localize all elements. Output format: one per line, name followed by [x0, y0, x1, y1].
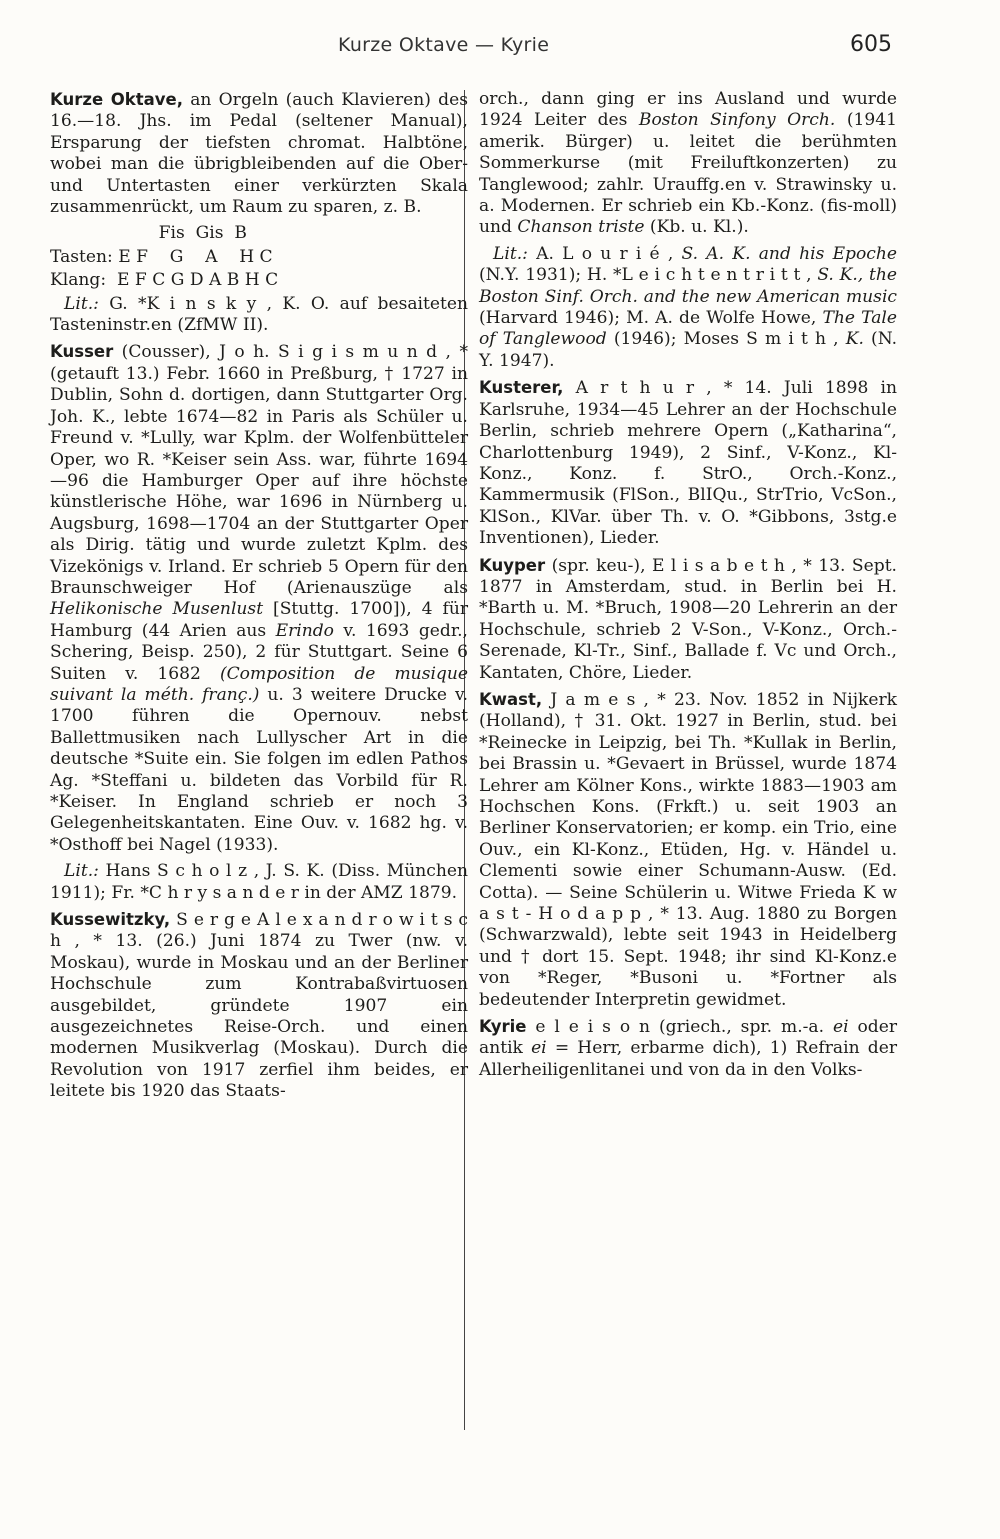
lit-text: (N. Y. 1947). [479, 329, 898, 371]
entry-text: (Cousser), J o h. S i g i s m u n d , * (getauft 13.) Febr. 1660 in Preßburg, † 1727 in Dublin, Sohn d. dortigen, dann Stuttgarter Org. Joh. K., lebte 1674—82 in Paris als Schüler u. Freund v. *Lully, war Kplm. der Wolfenbütteler Oper, wo R. *Keiser sein Ass. war, führte 1694—96 die Hamburger Oper auf ihre höchste künstlerische Höhe, war 1696 in Nürnberg u. Augsburg, 1698—1704 an der Stuttgarter Oper als Dirig. tätig und wurde zuletzt Kplm. des Vizekönigs v. Irland. Er schrieb 5 Opern für den Braunschweiger Hof (Arienauszüge als [50, 342, 468, 598]
lit-text: A. L o u r i é , [527, 243, 682, 264]
entry-italic: Erindo [275, 620, 334, 641]
entry-headword: Kusser [50, 342, 114, 362]
entry-italic: Chanson triste [517, 217, 645, 238]
lit-label: Lit.: [64, 293, 99, 314]
entry-kussewitzky-continued [479, 89, 897, 239]
lit-label: Lit.: [64, 861, 99, 882]
lit-text: Hans S c h o l z , J. S. K. (Diss. München 1911); Fr. *C h r y s a n d e r in der AMZ 1879. [50, 861, 468, 903]
page-header [0, 32, 1000, 62]
entry-kwast [479, 689, 897, 1011]
key-example-line: Tasten: E F G A H C [50, 246, 273, 267]
page-number: 605 [850, 32, 892, 57]
entry-text: S e r g e A l e x a n d r o w i t s c h , * 13. (26.) Juni 1874 zu Twer (nw. v. Moskau), wurde in Moskau und an der Berliner Hochschule zum Kontrabaßvirtuosen ausgebildet, gründete 1907 ein ausgezeichnetes Reise-Orch. und einen modernen Musikverlag (Moskau). Durch die Revolution von 1917 zerfiel ihm beides, er leitete bis 1920 das Staats- [50, 910, 468, 1102]
right-column [479, 89, 897, 1086]
entry-kurze-oktave [50, 89, 468, 218]
literature-note [50, 294, 468, 337]
literature-note [50, 861, 468, 904]
lit-text: G. *K i n s k y , K. O. auf besaiteten Tasteninstr.en (ZfMW II). [50, 293, 468, 336]
entry-headword: Kusterer, [479, 378, 564, 398]
entry-text: [Stuttg. 1700]), 4 für Hamburg (44 Arien aus [50, 599, 469, 641]
lit-italic: K. [845, 329, 864, 350]
entry-italic: ei [832, 1017, 849, 1038]
entry-text: (spr. keu-), E l i s a b e t h , * 13. Sept. 1877 in Amsterdam, stud. in Berlin bei H. *Barth u. M. *Bruch, 1908—20 Lehrerin an der Hochschule, schrieb 2 V-Son., V-Konz., Orch.-Serenade, Kl-Tr., Sinf., Ballade f. Vc und Orch., Kantaten, Chöre, Lieder. [479, 555, 897, 683]
entry-kusterer [479, 377, 897, 549]
entry-text: (1941 amerik. Bürger) u. leitet die berühmten Sommerkurse (mit Freiluftkonzerten) zu Tanglewood; zahlr. Urauffg.en v. Strawinsky u. a. Modernen. Er schrieb ein Kb.-Konz. (fis-moll) und [479, 110, 898, 238]
entry-headword: Kyrie [479, 1017, 527, 1037]
entry-text: oder antik [479, 1017, 897, 1059]
entry-text: an Orgeln (auch Klavieren) des 16.—18. Jhs. im Pedal (seltener Manual), Ersparung der tiefsten chromat. Halbtöne, wobei man die übrigbleibenden auf die Ober- und Untertasten einer verkürzten Skala zusammenrückt, um Raum zu sparen, z. B. [50, 90, 468, 218]
entry-italic: (Composition de musique suivant la méth. franç.) [50, 663, 469, 705]
running-head: Kurze Oktave — Kyrie [338, 34, 550, 56]
entry-headword: Kwast, [479, 689, 543, 709]
entry-italic: ei [531, 1038, 547, 1059]
entry-headword: Kussewitzky, [50, 910, 171, 930]
entry-text: A r t h u r , * 14. Juli 1898 in Karlsruhe, 1934—45 Lehrer an der Hochschule Berlin, schrieb mehrere Opern („Katharina“, Charlottenburg 1949), 2 Sinf., V-Konz., Kl-Konz., Konz. f. StrO., Orch.-Konz., Kammermusik (FlSon., BlIQu., StrTrio, VcSon., KlSon., KlVar. über Th. v. O. *Gibbons, 3stg.e Inventionen), Lieder. [479, 378, 897, 549]
key-example-line: Fis Gis B [50, 223, 247, 244]
literature-note [479, 244, 897, 372]
entry-text: (Kb. u. Kl.). [644, 217, 749, 238]
lit-label: Lit.: [493, 243, 528, 264]
entry-text: e l e i s o n (griech., spr. m.-a. [526, 1017, 833, 1038]
entry-kyrie [479, 1016, 897, 1081]
entry-kussewitzky [50, 909, 468, 1103]
entry-text: J a m e s , * 23. Nov. 1852 in Nijkerk (Holland), † 31. Okt. 1927 in Berlin, stud. bei *Reinecke in Leipzig, bei Th. *Kullak in Berlin, bei Brassin u. *Gevaert in Brüssel, wurde 1874 Lehrer am Kölner Kons., wirkte 1883—1903 am Hochschen Kons. (Frkft.) u. seit 1903 an Berliner Konservatorien; er komp. ein Trio, eine Ouv., ein Kl-Konz., Etüden, Hg. v. Händel u. Clementi sowie einer Schumann-Ausw. (Ed. Cotta). — Seine Schülerin u. Witwe Frieda K w a s t - H o d a p p , * 13. Aug. 1880 zu Borgen (Schwarzwald), lebte seit 1943 in Heidelberg und † dort 15. Sept. 1948; ihr sind Kl-Konz.e von *Reger, *Busoni u. *Fortner als bedeutender Interpretin gewidmet. [479, 689, 897, 1010]
lit-text: (Harvard 1946); M. A. de Wolfe Howe, [479, 308, 823, 329]
entry-headword: Kurze Oktave, [50, 90, 183, 109]
entry-kusser [50, 341, 468, 856]
entry-text: = Herr, erbarme dich), 1) Refrain der Allerheiligenlitanei und von da in den Volks- [479, 1038, 897, 1080]
lit-text: (1946); Moses S m i t h , [606, 329, 846, 350]
key-example-line: Klang: E F C G D A B H C [50, 270, 279, 291]
entry-italic: Boston Sinfony Orch. [638, 110, 836, 131]
lit-text: (N.Y. 1931); H. *L e i c h t e n t r i t t , [479, 265, 818, 286]
lit-italic: The Tale of Tanglewood [479, 308, 897, 350]
entry-text: v. 1693 gedr., Schering, Beisp. 250), 2 für Stuttgart. Seine 6 Suiten v. 1682 [50, 620, 468, 684]
lit-italic: S. A. K. and his Epoche [681, 243, 897, 264]
lit-italic: S. K., the Boston Sinf. Orch. and the new American music [479, 265, 897, 307]
left-column [50, 89, 468, 1108]
entry-text: u. 3 weitere Drucke v. 1700 führen die Opernouv. nebst Ballettmusiken nach Lullyscher Art in die deutsche *Suite ein. Sie folgen im edlen Pathos Ag. *Steffani u. bildeten das Vorbild für R. *Keiser. In England schrieb er noch 3 Gelegenheitskantaten. Eine Ouv. v. 1682 hg. v. *Osthoff bei Nagel (1933). [50, 684, 469, 855]
entry-headword: Kuyper [479, 555, 546, 575]
entry-kuyper [479, 555, 897, 684]
entry-text: orch., dann ging er ins Ausland und wurde 1924 Leiter des [479, 89, 897, 131]
entry-italic: Helikonische Musenlust [50, 599, 264, 620]
